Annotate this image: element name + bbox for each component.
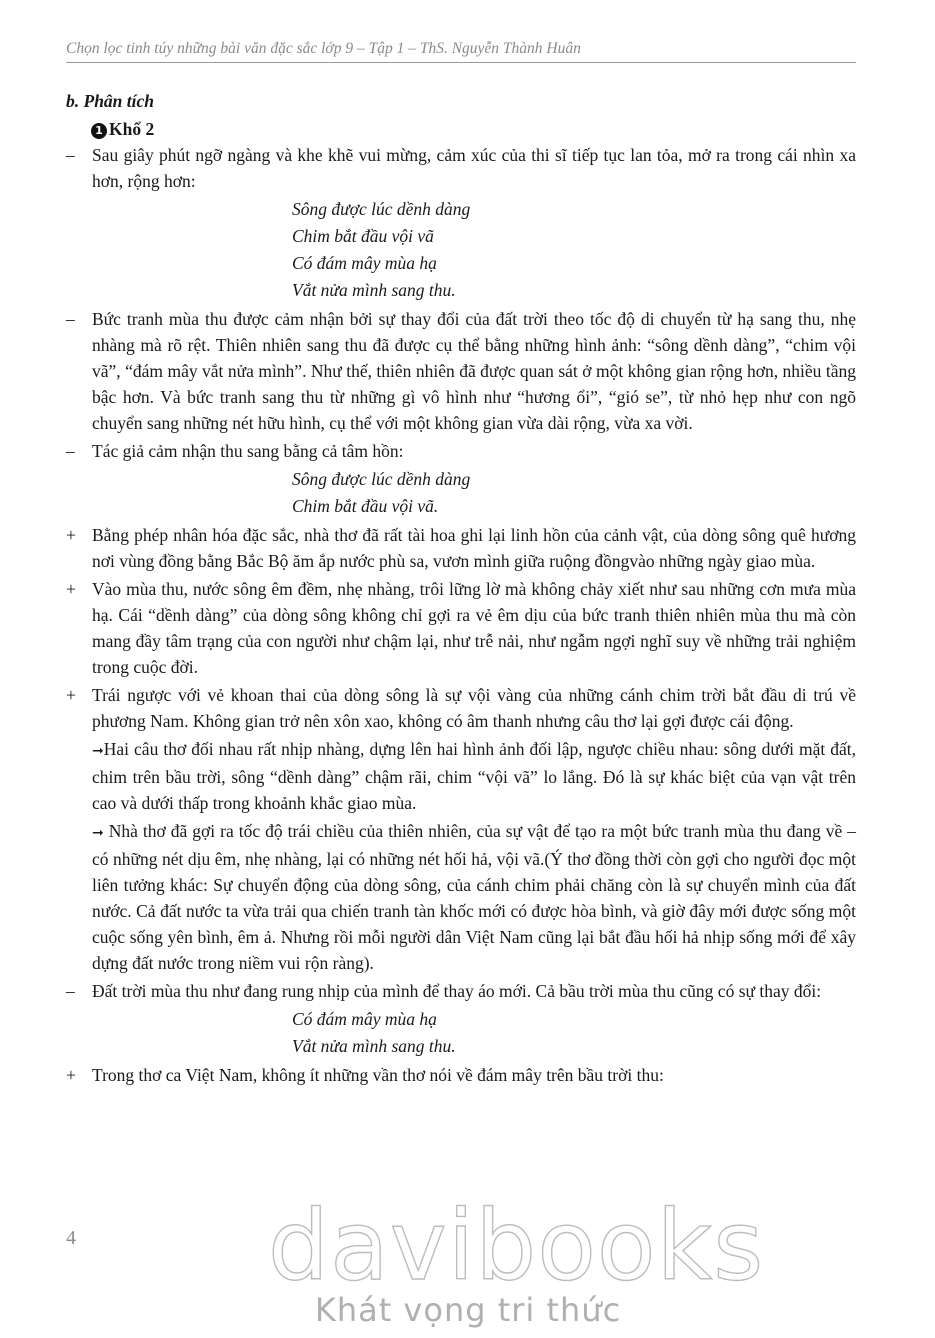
verse-block-3 xyxy=(66,1006,856,1060)
paragraph-3 xyxy=(66,438,856,464)
section-title: b. Phân tích xyxy=(66,91,155,111)
paragraph-7 xyxy=(66,736,856,816)
paragraph-6 xyxy=(66,682,856,734)
dash-marker: – xyxy=(66,145,75,165)
paragraph-8 xyxy=(66,818,856,976)
verse-line: Chim bắt đầu vội vã xyxy=(292,226,434,246)
stanza-title: Khổ 2 xyxy=(109,119,155,139)
verse-line: Có đám mây mùa hạ xyxy=(292,253,437,273)
verse-line: Có đám mây mùa hạ xyxy=(292,1009,437,1029)
paragraph-10 xyxy=(66,1062,856,1088)
paragraph-text: Bức tranh mùa thu được cảm nhận bởi sự thay đổi của đất trời theo tốc độ di chuyển từ hạ sang thu, nhẹ nhàng mà rõ rệt. Thiên nhiên sang thu đã được cụ thể bằng những hình ảnh: “sông dềnh dàng”, “chim vội vã”, “đám mây vắt nửa mình”. Như thế, thiên nhiên đã được quan sát ở một không gian rộng hơn, nhiều tầng bậc hơn. Và bức tranh sang thu từ những gì vô hình như “hương ổi”, “gió se”, từ nhỏ hẹp như con ngõ chuyển sang những nét hữu hình, cụ thể với một không gian vừa dài rộng, vừa xa vời. xyxy=(92,309,856,433)
arrow-icon: ➞ xyxy=(92,825,104,841)
verse-line: Vắt nửa mình sang thu. xyxy=(292,1036,456,1056)
verse-block-2 xyxy=(66,466,856,520)
stanza-heading xyxy=(91,118,856,140)
dash-marker: – xyxy=(66,309,75,329)
paragraph-2 xyxy=(66,306,856,436)
arrow-icon: ➞ xyxy=(92,743,104,759)
paragraph-text: Trong thơ ca Việt Nam, không ít những vần thơ nói về đám mây trên bầu trời thu: xyxy=(92,1065,664,1085)
verse-line: Sông được lúc dềnh dàng xyxy=(292,199,471,219)
paragraph-5 xyxy=(66,576,856,680)
paragraph-text: Hai câu thơ đối nhau rất nhịp nhàng, dựng lên hai hình ảnh đối lập, ngược chiều nhau: sông dưới mặt đất, chim trên bầu trời, sông “dềnh dàng” chậm rãi, chim “vội vã” lo lắng. Đó là sự khác biệt của vạn vật trên cao và dưới thấp trong khoảnh khắc giao mùa. xyxy=(92,739,856,813)
plus-marker: + xyxy=(66,525,76,545)
page-number: 4 xyxy=(66,1227,76,1249)
watermark-logo: davibooks xyxy=(268,1190,765,1302)
plus-marker: + xyxy=(66,685,76,705)
watermark-slogan: Khát vọng tri thức xyxy=(314,1291,622,1329)
paragraph-4 xyxy=(66,522,856,574)
page-body xyxy=(66,90,856,1088)
paragraph-1 xyxy=(66,142,856,194)
plus-marker: + xyxy=(66,579,76,599)
paragraph-9 xyxy=(66,978,856,1004)
running-header: Chọn lọc tinh túy những bài văn đặc sắc lớp 9 – Tập 1 – ThS. Nguyễn Thành Huân xyxy=(66,40,856,63)
paragraph-text: Vào mùa thu, nước sông êm đềm, nhẹ nhàng, trôi lững lờ mà không chảy xiết như sau những cơn mưa mùa hạ. Cái “dềnh dàng” của dòng sông không chỉ gợi ra vẻ êm dịu của bức tranh thiên nhiên mùa thu mà còn mang đầy tâm trạng của con người như chậm lại, như trễ nải, như ngẫm ngợi nghĩ suy về những trải nghiệm trong cuộc đời. xyxy=(92,579,856,677)
paragraph-text: Tác giả cảm nhận thu sang bằng cả tâm hồn: xyxy=(92,441,404,461)
verse-block-1 xyxy=(66,196,856,304)
stanza-number-badge: 1 xyxy=(91,123,107,139)
paragraph-text: Sau giây phút ngỡ ngàng và khe khẽ vui mừng, cảm xúc của thi sĩ tiếp tục lan tỏa, mở ra trong cái nhìn xa hơn, rộng hơn: xyxy=(92,145,856,191)
paragraph-text: Bằng phép nhân hóa đặc sắc, nhà thơ đã rất tài hoa ghi lại linh hồn của cảnh vật, của dòng sông quê hương nơi vùng đồng bằng Bắc Bộ ăm ắp nước phù sa, vươn mình giữa ruộng đồngvào những ngày giao mùa. xyxy=(92,525,856,571)
paragraph-text: Đất trời mùa thu như đang rung nhịp của mình để thay áo mới. Cả bầu trời mùa thu cũng có sự thay đổi: xyxy=(92,981,822,1001)
plus-marker: + xyxy=(66,1065,76,1085)
verse-line: Chim bắt đầu vội vã. xyxy=(292,496,439,516)
verse-line: Vắt nửa mình sang thu. xyxy=(292,280,456,300)
paragraph-text: Trái ngược với vẻ khoan thai của dòng sông là sự vội vàng của những cánh chim trời bắt đầu di trú về phương Nam. Không gian trở nên xôn xao, không có âm thanh nhưng câu thơ lại gợi được cái động. xyxy=(92,685,856,731)
dash-marker: – xyxy=(66,441,75,461)
verse-line: Sông được lúc dềnh dàng xyxy=(292,469,471,489)
dash-marker: – xyxy=(66,981,75,1001)
paragraph-text: Nhà thơ đã gợi ra tốc độ trái chiều của thiên nhiên, của sự vật để tạo ra một bức tranh mùa thu đang về – có những nét dịu êm, nhẹ nhàng, lại có những nét hối hả, vội vã.(Ý thơ đồng thời còn gợi cho người đọc một liên tưởng khác: Sự chuyển động của dòng sông, của cánh chim phải chăng còn là sự chuyển mình của đất nước. Cả đất nước ta vừa trải qua chiến tranh tàn khốc mới có được hòa bình, và giờ đây mới được sống một cuộc sống yên bình, êm ả. Nhưng rồi mỗi người dân Việt Nam cũng lại bắt đầu hối hả nhịp sống mới để xây dựng đất nước trong niềm vui rộn ràng). xyxy=(92,821,856,973)
